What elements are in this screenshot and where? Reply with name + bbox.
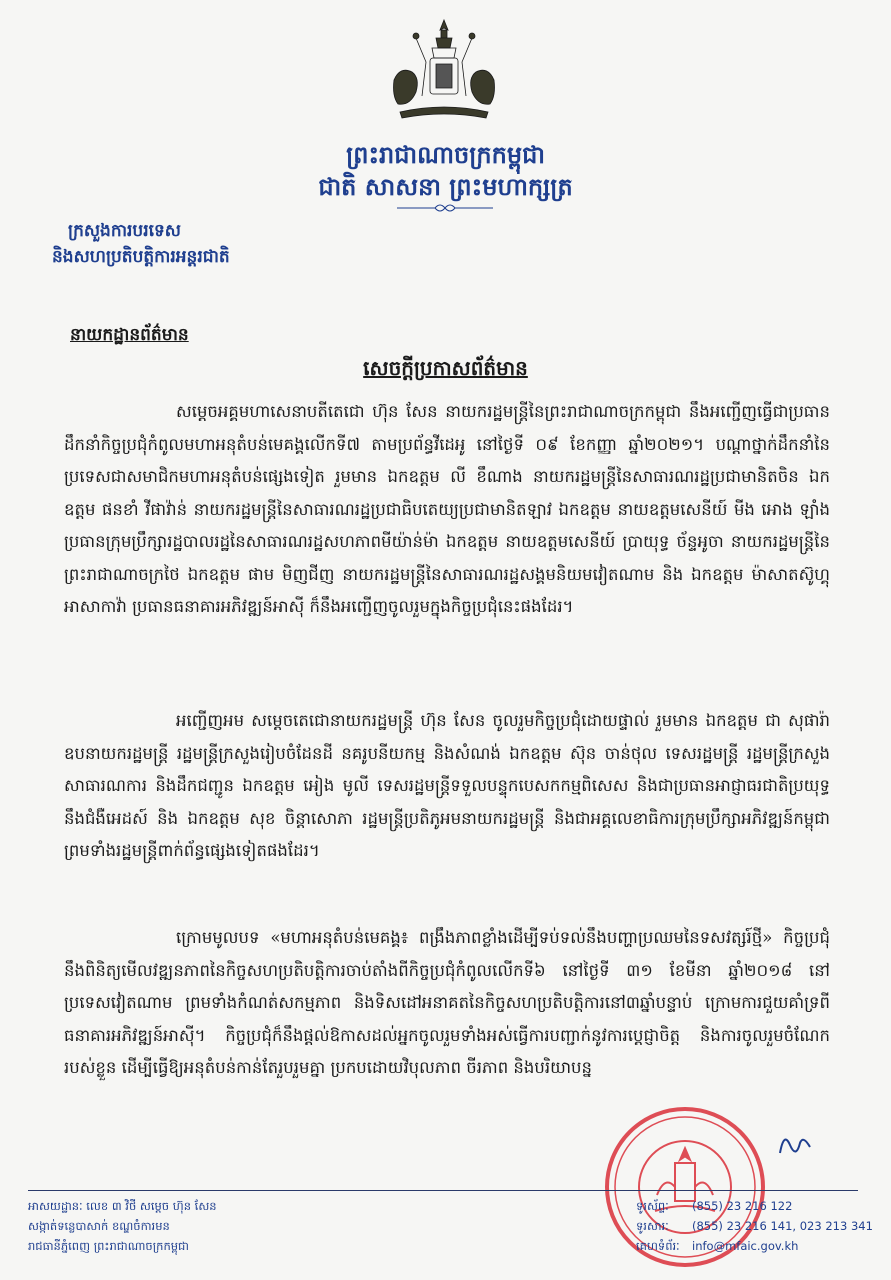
footer-contacts bbox=[636, 1196, 873, 1256]
address-line-3: រាជធានីភ្នំពេញ ព្រះរាជាណាចក្រកម្ពុជា bbox=[28, 1239, 189, 1253]
divider-ornament-icon bbox=[395, 201, 495, 215]
royal-coat-of-arms-icon bbox=[386, 18, 502, 126]
paragraph-2: អញ្ជើញអម សម្តេចតេជោនាយករដ្ឋមន្ត្រី ហ៊ុន សែន ចូលរួមកិច្ចប្រជុំដោយផ្ទាល់ រួមមាន ឯកឧត្តម ជា សុផារ៉ា ឧបនាយករដ្ឋមន្ត្រី រដ្ឋមន្ត្រីក្រសួងរៀបចំដែនដី នគរូបនីយកម្ម និងសំណង់ ឯកឧត្តម ស៊ុន ចាន់ថុល ទេសរដ្ឋមន្ត្រី រដ្ឋមន្ត្រីក្រសួងសាធារណការ និងដឹកជញ្ជូន ឯកឧត្តម អៀង មូលី ទេសរដ្ឋមន្ត្រីទទួលបន្ទុកបេសកកម្មពិសេស និងជាប្រធានអាជ្ញាធរជាតិប្រយុទ្ធនឹងជំងឺអេដស៍ និង ឯកឧត្តម សុខ ចិន្តាសោភា រដ្ឋមន្ត្រីប្រតិភូអមនាយករដ្ឋមន្ត្រី និងជាអគ្គលេខាធិការក្រុមប្រឹក្សាអភិវឌ្ឍន៍កម្ពុជា ព្រមទាំងរដ្ឋមន្ត្រីពាក់ព័ន្ធផ្សេងទៀតផងដែរ។ bbox=[64, 711, 830, 860]
address-line-2: សង្កាត់ទន្លេបាសាក់ ខណ្ឌចំការមន bbox=[28, 1219, 170, 1233]
website-address: info@mfaic.gov.kh bbox=[692, 1239, 799, 1253]
ministry-name-line1: ក្រសួងការបរទេស bbox=[68, 221, 181, 241]
national-motto: ជាតិ សាសនា ព្រះមហាក្សត្រ bbox=[318, 172, 573, 201]
footer-divider bbox=[28, 1190, 858, 1191]
phone-number: (855) 23 216 122 bbox=[692, 1199, 793, 1213]
fax-number: (855) 23 216 141, 023 213 341 bbox=[692, 1219, 873, 1233]
fax-label: ទូរសារៈ bbox=[636, 1219, 669, 1233]
paragraph-1: សម្តេចអគ្គមហាសេនាបតីតេជោ ហ៊ុន សែន នាយករដ្ឋមន្ត្រីនៃព្រះរាជាណាចក្រកម្ពុជា នឹងអញ្ជើញធ្វើជាប្រធានដឹកនាំកិច្ចប្រជុំកំពូលមហាអនុតំបន់មេគង្គលើកទី៧ តាមប្រព័ន្ធវីដេអូ នៅថ្ងៃទី ០៩ ខែកញ្ញា ឆ្នាំ២០២១។ បណ្តាថ្នាក់ដឹកនាំនៃប្រទេសជាសមាជិកមហាអនុតំបន់ផ្សេងទៀត រួមមាន ឯកឧត្តម លី ខឹណាង នាយករដ្ឋមន្ត្រីនៃសាធារណរដ្ឋប្រជាមានិតចិន ឯកឧត្តម ផនខាំ វីផាវ៉ាន់ នាយករដ្ឋមន្ត្រីនៃសាធារណរដ្ឋប្រជាធិបតេយ្យប្រជាមានិតឡាវ ឯកឧត្តម នាយឧត្តមសេនីយ៍ មីង អោង ឡាំង ប្រធានក្រុមប្រឹក្សារដ្ឋបាលរដ្ឋនៃសាធារណរដ្ឋសហភាពមីយ៉ាន់ម៉ា ឯកឧត្តម នាយឧត្តមសេនីយ៍ ប្រាយុទ្ធ ច័ន្ទអូចា នាយករដ្ឋមន្ត្រីនៃព្រះរាជាណាចក្រថៃ ឯកឧត្តម ផាម មិញជីញ នាយករដ្ឋមន្ត្រីនៃសាធារណរដ្ឋសង្គមនិយមវៀតណាម និង ឯកឧត្តម ម៉ាសាតស៊ូហ្គុ អាសាកាវ៉ា ប្រធានធនាគារអភិវឌ្ឍន៍អាស៊ី ក៏នឹងអញ្ជើញចូលរួមក្នុងកិច្ចប្រជុំនេះផងដែរ។ bbox=[64, 402, 830, 616]
document-heading: សេចក្តីប្រកាសព័ត៌មាន bbox=[363, 356, 528, 380]
department-name: នាយកដ្ឋានព័ត៌មាន bbox=[70, 325, 189, 345]
paragraph-3: ក្រោមមូលបទ «មហាអនុតំបន់មេគង្គ៖ ពង្រឹងភាពខ្លាំងដើម្បីទប់ទល់នឹងបញ្ហាប្រឈមនៃទសវត្សរ៍ថ្មី» កិច្ចប្រជុំនឹងពិនិត្យមើលវឌ្ឍនភាពនៃកិច្ចសហប្រតិបត្តិការចាប់តាំងពីកិច្ចប្រជុំកំពូលលើកទី៦ នៅថ្ងៃទី ៣១ ខែមីនា ឆ្នាំ២០១៨ នៅប្រទេសវៀតណាម ព្រមទាំងកំណត់សកម្មភាព និងទិសដៅអនាគតនៃកិច្ចសហប្រតិបត្តិការនៅ៣ឆ្នាំបន្ទាប់ ក្រោមការជួយគាំទ្រពីធនាគារអភិវឌ្ឍន៍អាស៊ី។ កិច្ចប្រជុំក៏នឹងផ្តល់ឱកាសដល់អ្នកចូលរួមទាំងអស់ធ្វើការបញ្ជាក់នូវការប្តេជ្ញាចិត្ត និងការចូលរួមចំណែករបស់ខ្លួន ដើម្បីធ្វើឱ្យអនុតំបន់កាន់តែរួបរួមគ្នា ប្រកបដោយវិបុលភាព ចីរភាព និងបរិយាបន្ន bbox=[64, 928, 830, 1077]
footer-address bbox=[28, 1196, 217, 1256]
phone-label: ទូរស័ព្ទៈ bbox=[636, 1199, 669, 1213]
ministry-name-line2: និងសហប្រតិបត្តិការអន្តរជាតិ bbox=[52, 247, 230, 267]
address-line-1: អាសយដ្ឋានៈ លេខ ៣ វិថី សម្តេច ហ៊ុន សែន bbox=[28, 1199, 217, 1213]
signature-mark-icon bbox=[770, 1125, 818, 1165]
website-label: គេហទំព័រៈ bbox=[636, 1239, 680, 1253]
kingdom-title: ព្រះរាជាណាចក្រកម្ពុជា bbox=[346, 140, 545, 169]
